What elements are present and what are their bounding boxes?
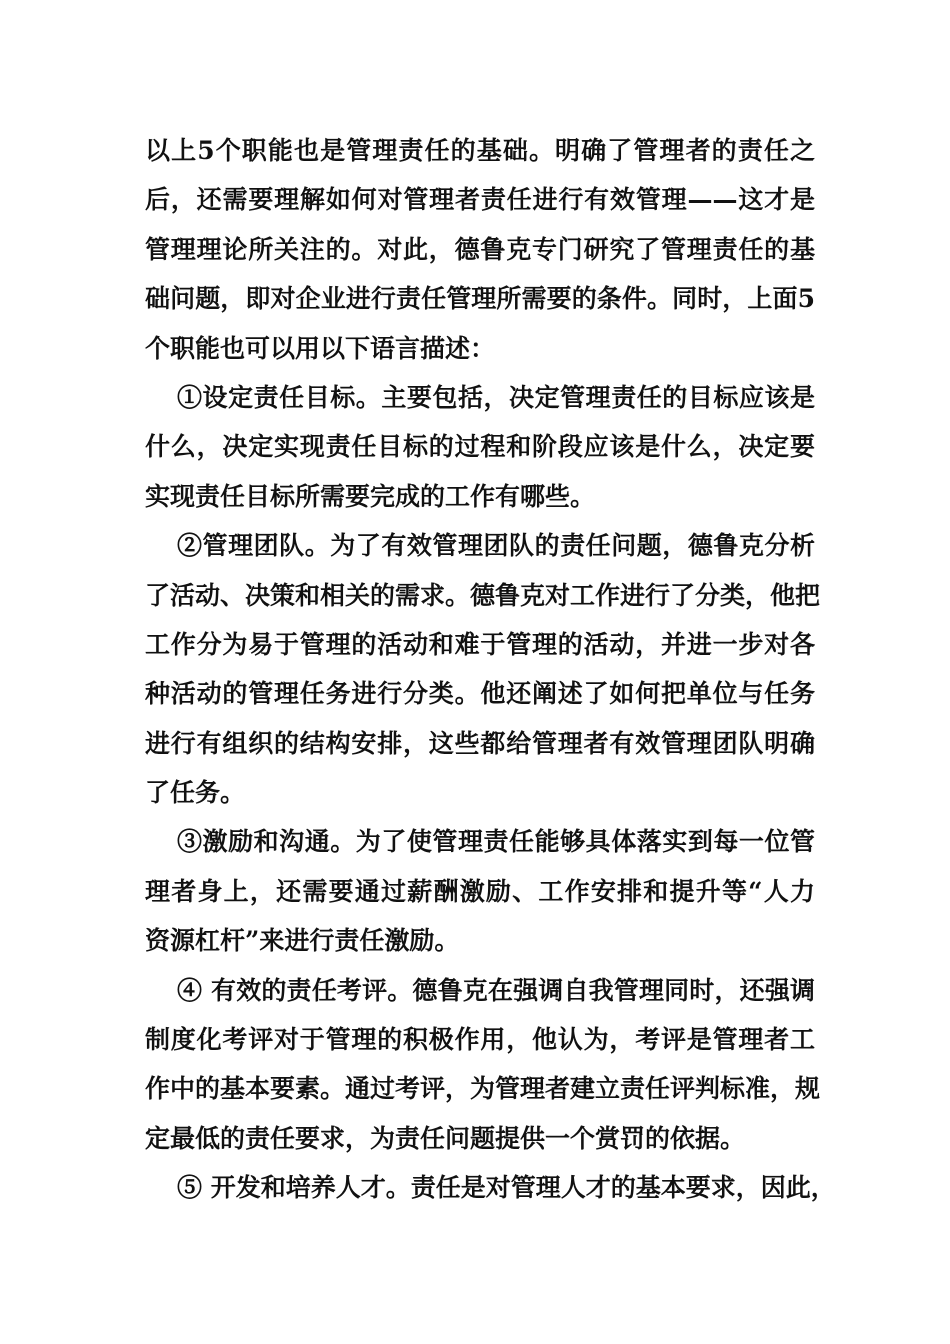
- text-line: 以上5个职能也是管理责任的基础。明确了管理者的责任之: [145, 136, 815, 165]
- text-line: 个职能也可以用以下语言描述：: [145, 333, 496, 363]
- text-line: ①设定责任目标。主要包括，决定管理责任的目标应该是: [177, 382, 815, 412]
- text-line: 工作分为易于管理的活动和难于管理的活动，并进一步对各: [145, 629, 815, 659]
- text-line: 理者身上，还需要通过薪酬激励、工作安排和提升等“人力: [145, 876, 815, 906]
- text-line: 管理理论所关注的。对此，德鲁克专门研究了管理责任的基: [145, 234, 815, 264]
- body-text: [145, 126, 836, 1213]
- text-line: 定最低的责任要求，为责任问题提供一个赏罚的依据。: [145, 1123, 746, 1153]
- text-line: 实现责任目标所需要完成的工作有哪些。: [145, 481, 596, 511]
- text-line: ⑤ 开发和培养人才。责任是对管理人才的基本要求，因此，: [177, 1173, 836, 1203]
- text-line: 种活动的管理任务进行分类。他还阐述了如何把单位与任务: [145, 679, 815, 709]
- text-line: ②管理团队。为了有效管理团队的责任问题，德鲁克分析: [177, 531, 815, 561]
- text-line: ④ 有效的责任考评。德鲁克在强调自我管理同时，还强调: [177, 975, 815, 1005]
- text-line: 资源杠杆”来进行责任激励。: [145, 926, 460, 956]
- text-line: ③激励和沟通。为了使管理责任能够具体落实到每一位管: [177, 827, 815, 857]
- text-line: 了任务。: [145, 778, 246, 808]
- text-line: 作中的基本要素。通过考评，为管理者建立责任评判标准，规: [145, 1074, 821, 1104]
- text-line: 后，还需要理解如何对管理者责任进行有效管理——这才是: [145, 185, 815, 215]
- text-line: 进行有组织的结构安排，这些都给管理者有效管理团队明确: [145, 728, 815, 758]
- text-line: 了活动、决策和相关的需求。德鲁克对工作进行了分类，他把: [145, 580, 821, 610]
- text-line: 什么，决定实现责任目标的过程和阶段应该是什么，决定要: [145, 432, 815, 462]
- text-line: 础问题，即对企业进行责任管理所需要的条件。同时，上面5: [145, 284, 815, 314]
- text-line: 制度化考评对于管理的积极作用，他认为，考评是管理者工: [145, 1025, 815, 1055]
